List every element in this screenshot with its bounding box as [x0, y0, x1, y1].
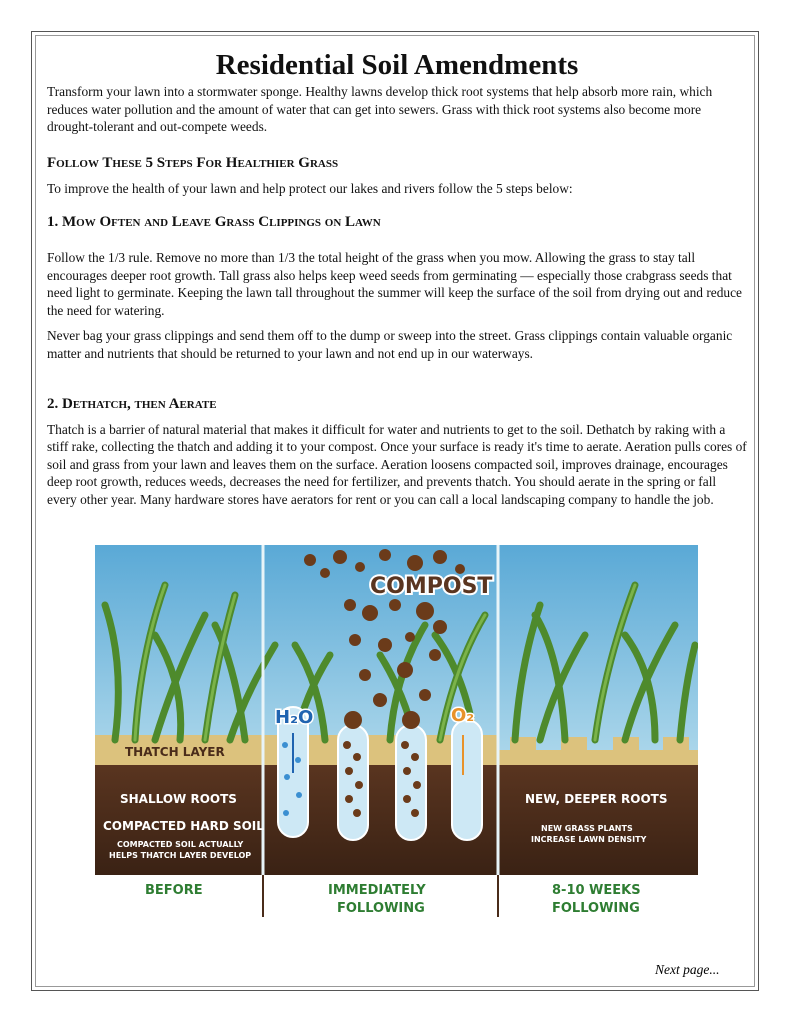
- intro-paragraph: Transform your lawn into a stormwater sponge. Healthy lawns develop thick root systems that help absorb more rain, which reduces water pollution and the amount of water that can get into sewers. Grass with thick root systems also become more drought-tolerant and out-compete weeds.: [47, 84, 713, 134]
- section-heading: Follow These 5 Steps For Healthier Grass: [47, 154, 339, 171]
- o2-label: O₂: [451, 705, 475, 726]
- immediately-caption-line-2: FOLLOWING: [337, 901, 425, 916]
- weeks-caption-line-2: FOLLOWING: [552, 901, 640, 916]
- step2-paragraph-1: Thatch is a barrier of natural material that makes it difficult for water and nutrients to get to the soil. Dethatch by raking with a stiff rake, collecting the thatch and adding it to your compost. Once your surface is ready it's time to aerate. Aeration pulls cores of soil and grass from your lawn and leaves them on the surface. Aeration loosens compacted soil, improves drainage, encourages deep root growth, reduces weeds, decreases the need for fertilizer, and prevents thatch. You should aerate in the spring or fall every other year. Many hardware stores have aerators for rent or you can call a local landscaping company to handle the job.: [47, 421, 747, 507]
- before-caption: BEFORE: [145, 883, 203, 898]
- thatch-layer-label: THATCH LAYER: [125, 745, 225, 759]
- infographic-image: [95, 545, 698, 917]
- compacted-note-line-1: COMPACTED SOIL ACTUALLY: [117, 840, 244, 849]
- page-title: Residential Soil Amendments: [215, 49, 579, 81]
- document-body: [47, 48, 747, 508]
- shallow-roots-label: SHALLOW ROOTS: [120, 792, 237, 806]
- new-plants-line-1: NEW GRASS PLANTS: [541, 824, 633, 833]
- step2-heading: 2. Dethatch, then Aerate: [47, 396, 217, 412]
- new-plants-line-2: INCREASE LAWN DENSITY: [531, 835, 647, 844]
- immediately-caption-line-1: IMMEDIATELY: [328, 883, 426, 898]
- weeks-caption-line-1: 8-10 WEEKS: [552, 883, 641, 898]
- h2o-label: H₂O: [275, 707, 314, 728]
- section-intro: To improve the health of your lawn and help protect our lakes and rivers follow the 5 steps below:: [47, 181, 573, 196]
- step1-paragraph-2: Never bag your grass clippings and send them off to the dump or sweep into the street. Grass clippings contain valuable organic matter and nutrients that should be returned to your lawn and not end up in our waterways.: [47, 328, 733, 361]
- compacted-note-line-2: HELPS THATCH LAYER DEVELOP: [109, 851, 252, 860]
- next-page-note: Next page...: [655, 962, 720, 977]
- aeration-infographic: [95, 545, 698, 917]
- compost-label: COMPOST: [370, 574, 493, 599]
- compacted-hard-soil-label: COMPACTED HARD SOIL: [103, 819, 264, 833]
- step1-heading: 1. Mow Often and Leave Grass Clippings on Lawn: [47, 213, 381, 230]
- new-deeper-roots-label: NEW, DEEPER ROOTS: [525, 792, 668, 806]
- step1-paragraph-1: Follow the 1/3 rule. Remove no more than 1/3 the total height of the grass when you mow. Allowing the grass to stay tall encourages deeper root growth. Tall grass also helps keep weed seeds from germinating — especially those crabgrass seeds that need light to germinate. Keeping the lawn tall throughout the summer will keep the surface of the soil from drying out and reduce the need for watering.: [47, 250, 742, 318]
